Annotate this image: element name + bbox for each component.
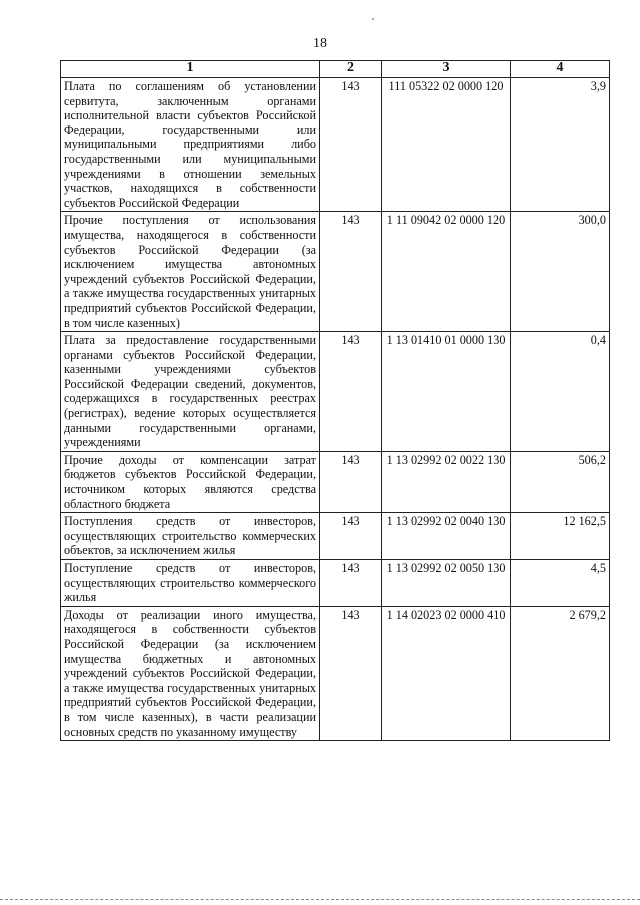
header-col-1: 1 [61,61,320,78]
admin-code: 143 [320,560,382,607]
amount: 506,2 [511,451,610,512]
header-col-4: 4 [511,61,610,78]
revenue-name: Плата за предоставление государственными органами субъектов Российской Федерации, казенными учреждениями субъектов Российской Федерации сведений, документов, содержащихся в государственных реестрах (регистрах), ведение которых осуществляется данными государственными органами, учреждениями [61,332,320,452]
revenue-name: Доходы от реализации иного имущества, находящегося в собственности субъектов Российской Федерации (за исключением имущества бюджетных и автономных учреждений субъектов Российской Федерации, а также имущества государственных унитарных предприятий субъектов Российской Федерации, в том числе казенных), в части реализации основных средств по указанному имуществу [61,606,320,740]
admin-code: 143 [320,78,382,212]
scan-mark [372,18,374,20]
amount: 12 162,5 [511,513,610,560]
revenue-name: Поступления средств от инвесторов, осуществляющих строительство коммерческих объектов, за исключением жилья [61,513,320,560]
table-row [61,560,610,607]
table-row [61,332,610,452]
scan-edge-line [0,899,640,901]
revenue-table [60,60,610,741]
table-row [61,78,610,212]
amount: 2 679,2 [511,606,610,740]
classification-code: 1 13 02992 02 0040 130 [382,513,511,560]
revenue-name: Прочие доходы от компенсации затрат бюджетов субъектов Российской Федерации, источником которых являются средства областного бюджета [61,451,320,512]
classification-code: 1 14 02023 02 0000 410 [382,606,511,740]
table-row [61,451,610,512]
table-row [61,212,610,332]
admin-code: 143 [320,606,382,740]
classification-code: 1 13 02992 02 0022 130 [382,451,511,512]
amount: 300,0 [511,212,610,332]
admin-code: 143 [320,513,382,560]
classification-code: 1 11 09042 02 0000 120 [382,212,511,332]
admin-code: 143 [320,451,382,512]
amount: 4,5 [511,560,610,607]
header-row [61,61,610,78]
amount: 0,4 [511,332,610,452]
header-col-3: 3 [382,61,511,78]
revenue-name: Плата по соглашениям об установлении сервитута, заключенным органами исполнительной власти субъектов Российской Федерации, государственными или муниципальными предприятиями либо государственными или муниципальными учреждениями в отношении земельных участков, находящихся в собственности субъектов Российской Федерации [61,78,320,212]
admin-code: 143 [320,332,382,452]
admin-code: 143 [320,212,382,332]
page-number: 18 [313,36,327,51]
amount: 3,9 [511,78,610,212]
revenue-name: Поступление средств от инвесторов, осуществляющих строительство коммерческого жилья [61,560,320,607]
classification-code: 1 13 02992 02 0050 130 [382,560,511,607]
header-col-2: 2 [320,61,382,78]
table-row [61,606,610,740]
table-row [61,513,610,560]
classification-code: 1 13 01410 01 0000 130 [382,332,511,452]
revenue-name: Прочие поступления от использования имущества, находящегося в собственности субъектов Российской Федерации (за исключением имущества автономных учреждений субъектов Российской Федерации, а также имущества государственных унитарных предприятий субъектов Российской Федерации, в том числе казенных) [61,212,320,332]
classification-code: 111 05322 02 0000 120 [382,78,511,212]
